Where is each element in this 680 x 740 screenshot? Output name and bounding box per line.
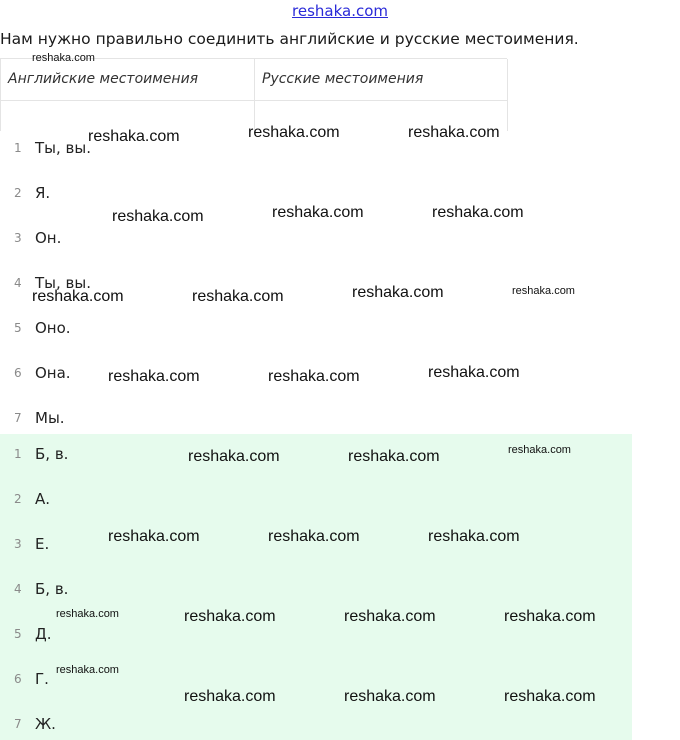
watermark-text: reshaka.com — [192, 288, 284, 305]
watermark-text: reshaka.com — [108, 368, 200, 385]
watermark-text: reshaka.com — [248, 124, 340, 141]
instruction-text: Нам нужно правильно соединить английские и русские местоимения. — [0, 30, 579, 48]
watermark-text: reshaka.com — [32, 52, 95, 64]
item-text: Е. — [35, 535, 50, 553]
item-number: 5 — [14, 627, 22, 641]
watermark-text: reshaka.com — [56, 608, 119, 620]
watermark-text: reshaka.com — [112, 208, 204, 225]
table-header-russian: Русские местоимения — [262, 71, 424, 87]
watermark-text: reshaka.com — [32, 288, 124, 305]
watermark-text: reshaka.com — [268, 368, 360, 385]
table-column-divider — [254, 59, 255, 131]
watermark-text: reshaka.com — [504, 688, 596, 705]
item-text: Д. — [35, 625, 52, 643]
item-text: А. — [35, 490, 51, 508]
watermark-text: reshaka.com — [272, 204, 364, 221]
item-text: Г. — [35, 670, 49, 688]
table-border-right — [507, 59, 508, 131]
site-title[interactable]: reshaka.com — [292, 2, 388, 20]
item-number: 6 — [14, 672, 22, 686]
item-number: 2 — [14, 492, 22, 506]
table-border-left — [0, 59, 1, 131]
watermark-text: reshaka.com — [504, 608, 596, 625]
watermark-text: reshaka.com — [56, 664, 119, 676]
watermark-text: reshaka.com — [508, 444, 571, 456]
item-text: Он. — [35, 229, 62, 247]
item-text: Я. — [35, 184, 51, 202]
watermark-text: reshaka.com — [428, 528, 520, 545]
watermark-text: reshaka.com — [188, 448, 280, 465]
pronoun-table — [0, 58, 507, 131]
item-number: 1 — [14, 141, 22, 155]
item-number: 7 — [14, 411, 22, 425]
watermark-text: reshaka.com — [344, 688, 436, 705]
item-text: Б, в. — [35, 445, 69, 463]
watermark-text: reshaka.com — [184, 688, 276, 705]
item-text: Б, в. — [35, 580, 69, 598]
item-number: 1 — [14, 447, 22, 461]
item-text: Ты, вы. — [35, 139, 91, 157]
item-text: Ты, вы. — [35, 274, 91, 292]
watermark-text: reshaka.com — [408, 124, 500, 141]
item-number: 2 — [14, 186, 22, 200]
watermark-text: reshaka.com — [268, 528, 360, 545]
item-number: 6 — [14, 366, 22, 380]
item-text: Оно. — [35, 319, 71, 337]
watermark-text: reshaka.com — [432, 204, 524, 221]
item-text: Она. — [35, 364, 71, 382]
watermark-text: reshaka.com — [184, 608, 276, 625]
watermark-text: reshaka.com — [344, 608, 436, 625]
table-header-english: Английские местоимения — [8, 71, 199, 87]
watermark-text: reshaka.com — [88, 128, 180, 145]
item-number: 3 — [14, 537, 22, 551]
item-text: Ж. — [35, 715, 56, 733]
watermark-text: reshaka.com — [428, 364, 520, 381]
watermark-text: reshaka.com — [108, 528, 200, 545]
watermark-text: reshaka.com — [352, 284, 444, 301]
item-number: 3 — [14, 231, 22, 245]
watermark-text: reshaka.com — [348, 448, 440, 465]
item-text: Мы. — [35, 409, 65, 427]
item-number: 7 — [14, 717, 22, 731]
watermark-text: reshaka.com — [512, 285, 575, 297]
item-number: 5 — [14, 321, 22, 335]
item-number: 4 — [14, 276, 22, 290]
item-number: 4 — [14, 582, 22, 596]
